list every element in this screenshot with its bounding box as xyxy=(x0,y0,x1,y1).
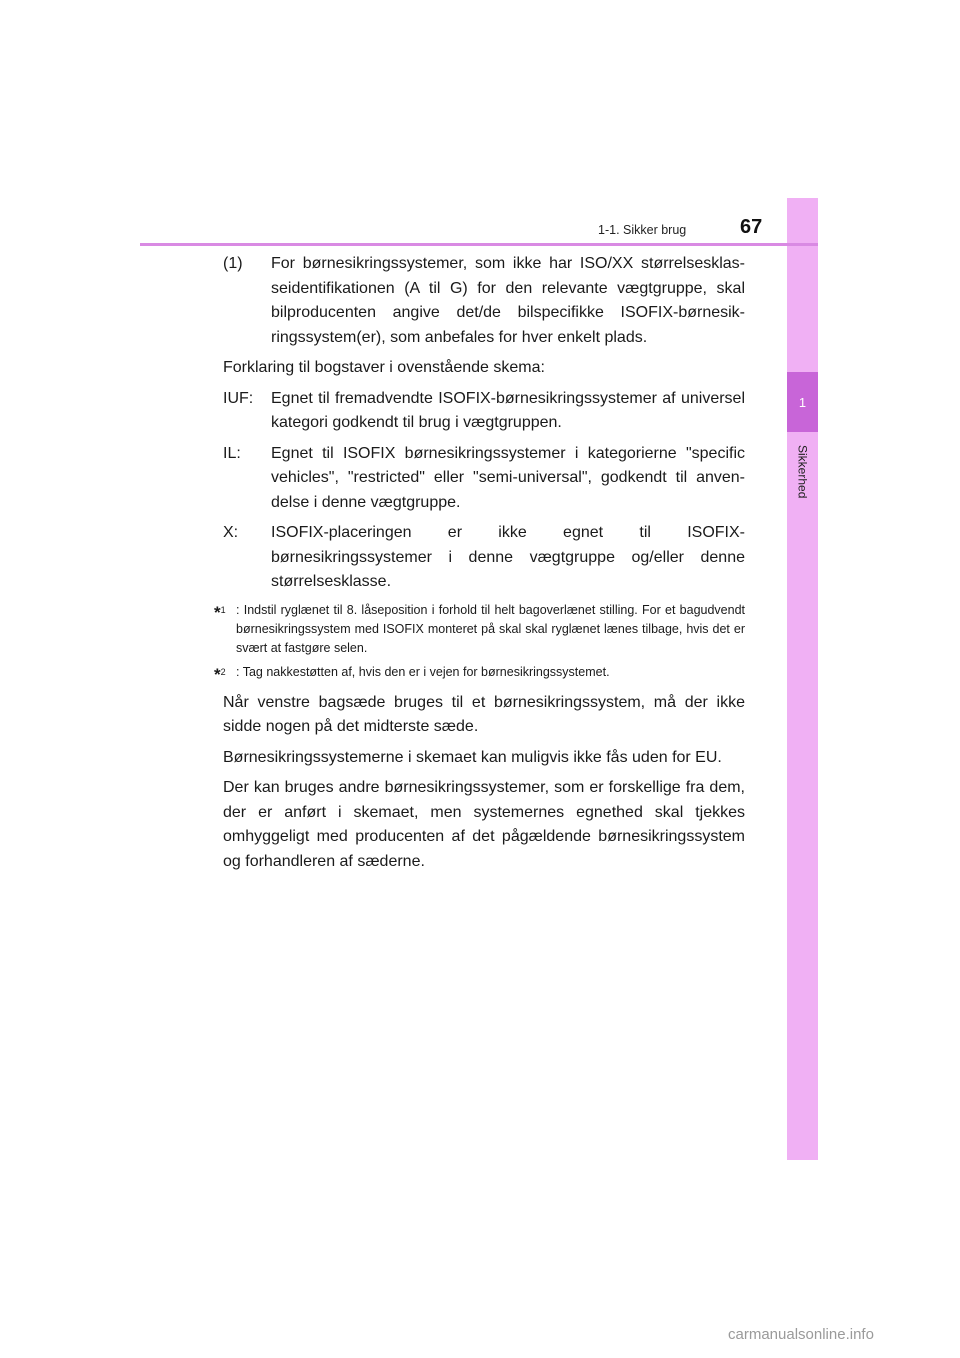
note-marker xyxy=(214,601,236,658)
note-number: 1 xyxy=(220,604,226,615)
note-text: : Indstil ryglænet til 8. låseposition i forhold til helt bagoverlænet stilling. For et bagudvendt børnesikringssystem med ISOFIX monteret på skal skal ryglænet lænes tilbage, hvis det er svært at fastgøre selen. xyxy=(236,602,745,655)
legend-label: X: xyxy=(223,524,239,541)
chapter-label-tab xyxy=(787,437,818,507)
legend-item-x xyxy=(223,521,745,595)
note-asterisk: * xyxy=(214,664,221,684)
legend-item-iuf xyxy=(223,387,745,436)
side-tab xyxy=(787,198,818,1160)
paragraph-1: Når venstre bagsæde bruges til et børnesikringssystem, må der ikke sidde nogen på det midterste sæde. xyxy=(223,693,745,736)
item-label: (1) xyxy=(223,255,243,272)
footnote-item-1 xyxy=(223,252,745,350)
chapter-label: Sikkerhed xyxy=(795,445,810,499)
note-text: : Tag nakkestøtten af, hvis den er i vejen for børnesikringssystemet. xyxy=(236,664,610,679)
header-rule xyxy=(140,243,818,246)
legend-item-il xyxy=(223,442,745,516)
note-1 xyxy=(214,601,745,658)
legend-label: IL: xyxy=(223,444,241,462)
note-2 xyxy=(214,663,745,686)
paragraph-3: Der kan bruges andre børnesikringssystemer, som er forskellige fra dem, der er anført i skemaet, men systemernes egnethed skal tjekkes omhyggeligt med producenten af det pågældende børnesikringssystem og forhandleren af sæderne. xyxy=(223,779,745,870)
section-title: 1-1. Sikker brug xyxy=(598,223,687,237)
legend-text: ISOFIX-placeringen er ikke egnet til ISOFIX-børnesikringssystemer i denne vægtgruppe og/eller denne størrelsesklasse. xyxy=(271,524,745,590)
item-text: For børnesikringssystemer, som ikke har ISO/XX størrelsesklas-seidentifikationen (A til G) for den relevante vægtgruppe, skal bilproducenten angive det/de bilspecifikke ISOFIX-børnesik-ringssystem(er), som anbefales for hver enkelt plads. xyxy=(271,255,745,346)
watermark: carmanualsonline.info xyxy=(728,1326,874,1343)
note-asterisk: * xyxy=(214,602,221,622)
chapter-number-tab xyxy=(787,372,818,432)
legend-text: Egnet til ISOFIX børnesikringssystemer i kategorierne "specific vehicles", "restricted" eller "semi-universal", godkendt til anven-delse i denne vægtgruppe. xyxy=(271,444,745,511)
legend-label: IUF: xyxy=(223,389,254,407)
paragraph-2: Børnesikringssystemerne i skemaet kan muligvis ikke fås uden for EU. xyxy=(223,748,722,766)
note-marker xyxy=(214,663,236,686)
page-number: 67 xyxy=(740,216,763,238)
chapter-number: 1 xyxy=(798,394,807,410)
note-number: 2 xyxy=(220,666,226,677)
legend-text: Egnet til fremadvendte ISOFIX-børnesikringssystemer af universel kategori godkendt til brug i vægtgruppen. xyxy=(271,389,745,431)
page-content xyxy=(214,252,745,880)
legend-intro: Forklaring til bogstaver i ovenstående skema: xyxy=(223,359,545,376)
